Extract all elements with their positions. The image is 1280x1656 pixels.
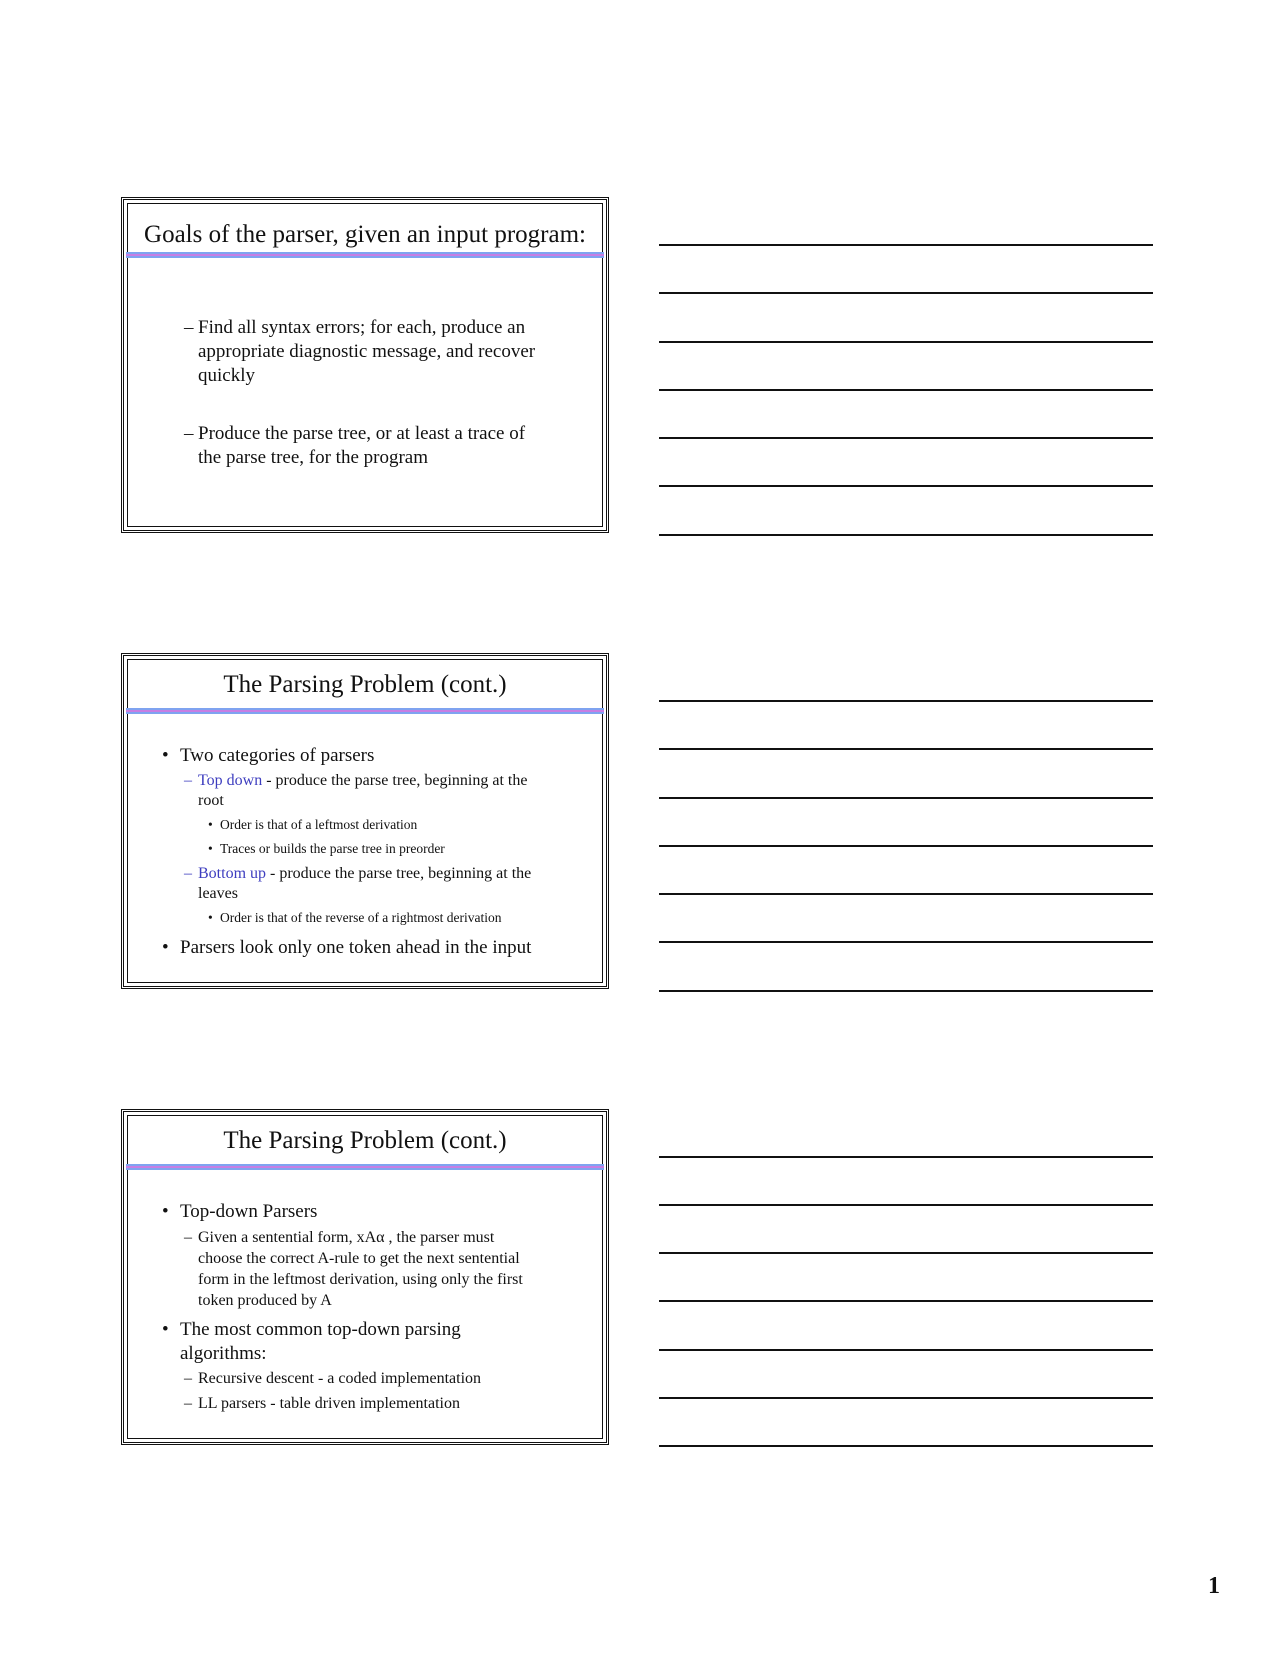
bullet-text: Recursive descent - a coded implementation [198,1370,482,1387]
notes-line [659,534,1153,536]
bullet-text: Find all syntax errors; for each, produce an [198,317,526,338]
bullet-text: choose the correct A-rule to get the next sentential [198,1250,520,1267]
bullet-text: Top-down Parsers [180,1201,318,1222]
bullet-marker: • [162,1201,169,1222]
bullet-text: Traces or builds the parse tree in preorder [220,841,445,856]
bullet-text: algorithms: [180,1343,267,1364]
notes-line [659,1300,1153,1302]
dash-marker: – [184,1370,192,1387]
notes-line [659,941,1153,943]
highlight-term: Top down [198,772,263,789]
dash-marker: – [184,423,194,444]
bullet-text: the parse tree, for the program [198,447,429,468]
slide-1 [121,197,609,533]
title-underline [126,708,604,714]
notes-line [659,341,1153,343]
notes-line [659,748,1153,750]
slide-3 [121,1109,609,1445]
notes-line [659,1204,1153,1206]
bullet-text: Bottom up - produce the parse tree, beginning at the [198,865,532,882]
bullet-text: The most common top-down parsing [180,1319,461,1340]
dash-marker: – [184,772,192,789]
bullet-text: quickly [198,365,255,386]
notes-line [659,700,1153,702]
notes-line [659,485,1153,487]
bullet-text: Order is that of a leftmost derivation [220,817,418,832]
dash-marker: – [184,1395,192,1412]
bullet-text: appropriate diagnostic message, and recover [198,341,536,362]
page-number: 1 [1208,1573,1220,1599]
notes-line [659,437,1153,439]
notes-line [659,1349,1153,1351]
bullet-marker: • [162,1319,169,1340]
bullet-text: leaves [198,885,238,902]
notes-line [659,1445,1153,1447]
bullet-text: form in the leftmost derivation, using only the first [198,1271,523,1288]
title-underline [126,252,604,258]
notes-line [659,389,1153,391]
bullet-marker: • [208,841,213,856]
bullet-marker: • [208,817,213,832]
bullet-text: Given a sentential form, xAα , the parser must [198,1229,495,1246]
notes-line [659,845,1153,847]
dash-marker: – [184,317,194,338]
bullet-text: Parsers look only one token ahead in the input [180,937,532,958]
bullet-text: Two categories of parsers [180,745,375,766]
bullet-marker: • [208,910,213,925]
bullet-text: Order is that of the reverse of a rightmost derivation [220,910,502,925]
notes-line [659,797,1153,799]
notes-line [659,292,1153,294]
notes-line [659,990,1153,992]
bullet-text: Top down - produce the parse tree, beginning at the [198,772,528,789]
notes-line [659,1252,1153,1254]
notes-line [659,1156,1153,1158]
bullet-marker: • [162,937,169,958]
bullet-text: token produced by A [198,1292,332,1309]
notes-line [659,893,1153,895]
notes-line [659,244,1153,246]
bullet-text: Produce the parse tree, or at least a trace of [198,423,526,444]
notes-line [659,1397,1153,1399]
bullet-text: LL parsers - table driven implementation [198,1395,460,1412]
dash-marker: – [184,1229,192,1246]
slide-title: The Parsing Problem (cont.) [223,1127,507,1154]
bullet-marker: • [162,745,169,766]
bullet-text: root [198,792,224,809]
slide-2 [121,653,609,989]
highlight-term: Bottom up [198,865,267,882]
slide-title: Goals of the parser, given an input program: [144,221,586,248]
dash-marker: – [184,865,192,882]
title-underline [126,1164,604,1170]
slide-title: The Parsing Problem (cont.) [223,671,507,698]
